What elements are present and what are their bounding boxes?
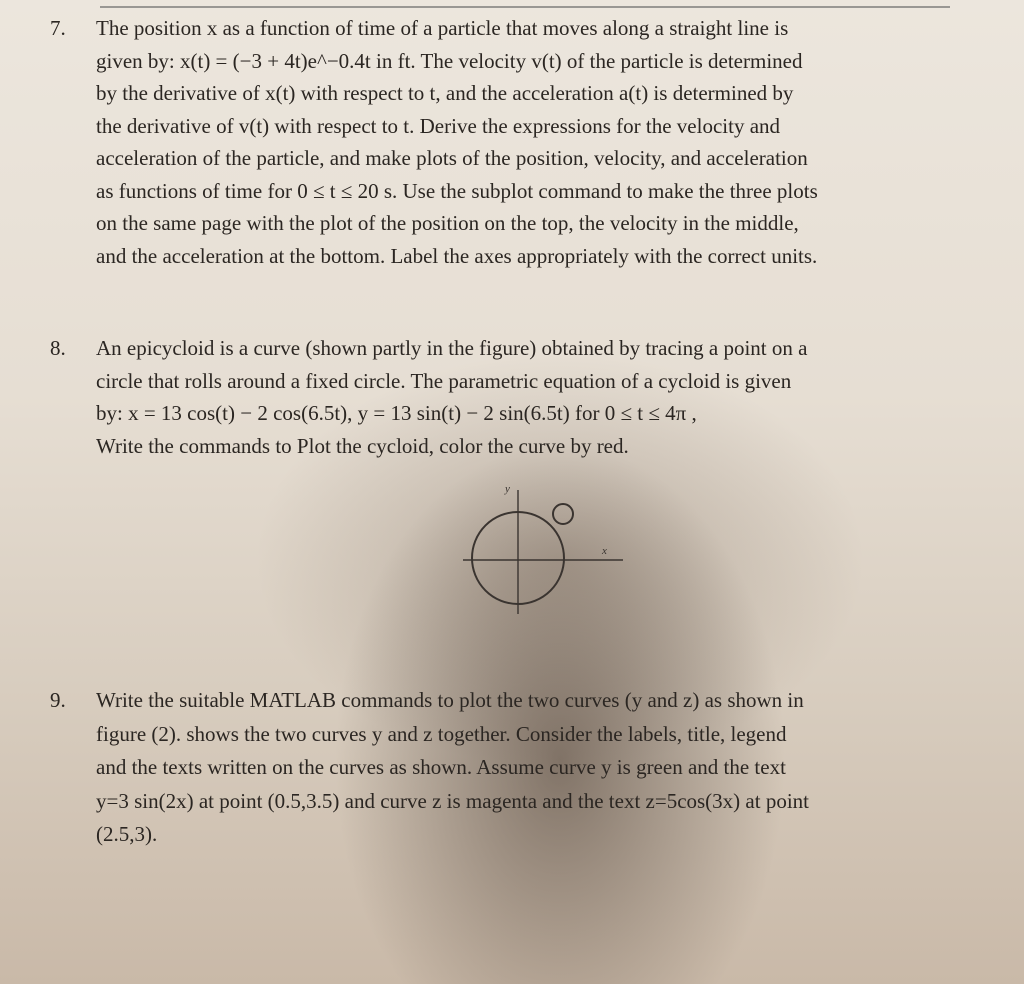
text-line: given by: x(t) = (−3 + 4t)e^−0.4t in ft. The velocity v(t) of the particle is determined xyxy=(96,48,803,73)
text-line: as functions of time for 0 ≤ t ≤ 20 s. Use the subplot command to make the three plots xyxy=(96,178,818,203)
text-line: An epicycloid is a curve (shown partly in the figure) obtained by tracing a point on a xyxy=(96,336,808,360)
text-line: acceleration of the particle, and make plots of the position, velocity, and acceleration xyxy=(96,146,808,170)
top-rule xyxy=(100,6,950,8)
text-line: on the same page with the plot of the position on the top, the velocity in the middle, xyxy=(96,211,799,235)
epicycloid-figure xyxy=(455,476,625,616)
rolling-circle xyxy=(553,504,573,524)
text-line: and the acceleration at the bottom. Label the axes appropriately with the correct units. xyxy=(96,243,818,268)
question-text xyxy=(96,332,961,462)
text-line: and the texts written on the curves as shown. Assume curve y is green and the text xyxy=(96,755,786,779)
text-line: The position x as a function of time of a particle that moves along a straight line is xyxy=(96,16,789,40)
question-number: 8. xyxy=(50,336,66,360)
text-line: y=3 sin(2x) at point (0.5,3.5) and curve z is magenta and the text z=5cos(3x) at point xyxy=(96,788,809,813)
text-line: figure (2). shows the two curves y and z together. Consider the labels, title, legend xyxy=(96,721,787,746)
text-line: by: x = 13 cos(t) − 2 cos(6.5t), y = 13 sin(t) − 2 sin(6.5t) for 0 ≤ t ≤ 4π , xyxy=(96,401,697,425)
question-text xyxy=(96,684,971,852)
text-line: Write the commands to Plot the cycloid, color the curve by red. xyxy=(96,433,629,458)
text-line: (2.5,3). xyxy=(96,822,158,846)
question-number: 7. xyxy=(50,16,66,40)
text-line: circle that rolls around a fixed circle. The parametric equation of a cycloid is given xyxy=(96,368,792,393)
question-text xyxy=(96,12,956,272)
text-line: the derivative of v(t) with respect to t. Derive the expressions for the velocity and xyxy=(96,113,781,138)
x-axis-label: x xyxy=(602,545,607,557)
y-axis-label: y xyxy=(505,483,510,495)
text-line: by the derivative of x(t) with respect to t, and the acceleration a(t) is determined by xyxy=(96,81,794,105)
question-number: 9. xyxy=(50,688,66,712)
text-line: Write the suitable MATLAB commands to plot the two curves (y and z) as shown in xyxy=(96,688,804,712)
